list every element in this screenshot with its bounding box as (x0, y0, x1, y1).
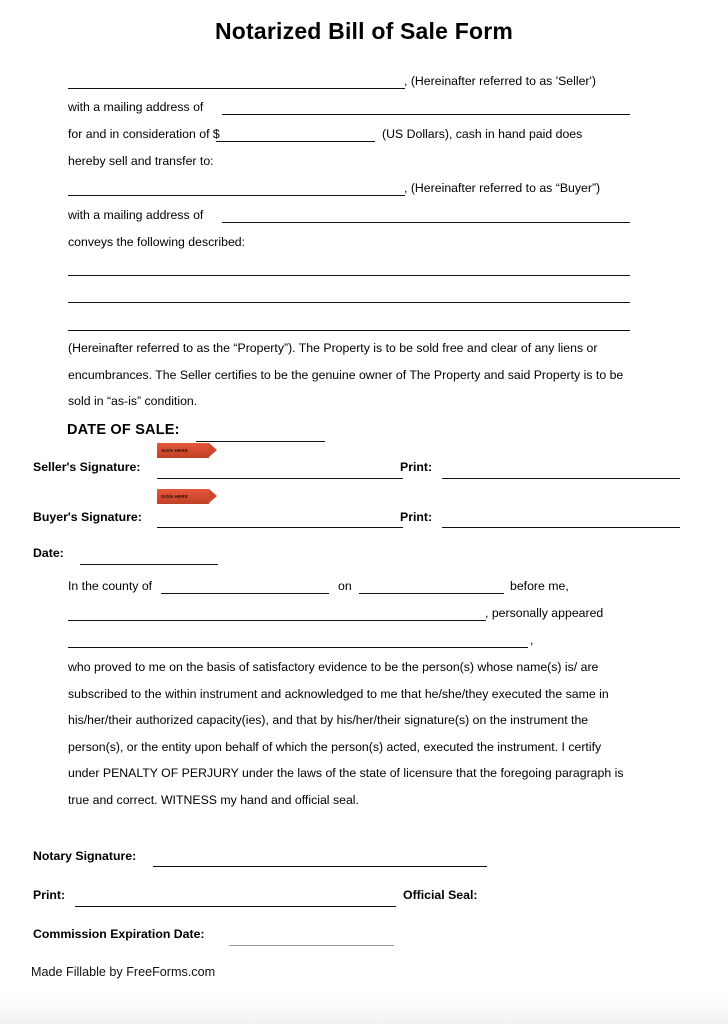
property-description-input-3[interactable] (68, 330, 630, 331)
date-of-sale-input[interactable] (196, 441, 325, 442)
seller-mailing-address-input[interactable] (222, 114, 630, 115)
personally-appeared-input[interactable] (68, 620, 486, 621)
page-bottom-shadow (0, 990, 728, 1024)
sign-here-icon-seller (157, 443, 209, 458)
notary-signature-label: Notary Signature: (33, 849, 137, 863)
seller-name-input[interactable] (68, 88, 405, 89)
notary-print-input[interactable] (75, 906, 396, 907)
buyers-signature-label: Buyer's Signature: (33, 510, 142, 524)
consideration-prefix-text: for and in consideration of $ (68, 127, 220, 141)
notary-acknowledgement-paragraph: who proved to me on the basis of satisfactory evidence to be the person(s) whose name(s) is/ are subscribed to the within instrument and acknowledged to me that he/she/they executed the same in his/her/their authorized capacity(ies), and that by his/her/their signature(s) on the instrument the person(s), or the entity upon behalf of which the person(s) acted, executed the instrument. I certify under PENALTY OF PERJURY under the laws of the state of licensure that the foregoing paragraph is true and correct. WITNESS my hand and official seal. (68, 660, 624, 807)
county-input[interactable] (161, 593, 329, 594)
date-label: Date: (33, 546, 64, 560)
buyer-mailing-address-input[interactable] (222, 222, 630, 223)
sign-here-label: SIGN HERE (161, 447, 189, 453)
buyer-print-input[interactable] (442, 527, 680, 528)
appeared-name-suffix: , (530, 633, 534, 647)
before-me-label: before me, (510, 579, 569, 593)
personally-appeared-suffix: , personally appeared (485, 606, 604, 620)
page-title: Notarized Bill of Sale Form (214, 18, 514, 44)
county-prefix-text: In the county of (68, 579, 153, 593)
property-description-input-2[interactable] (68, 302, 630, 303)
buyer-name-input[interactable] (68, 195, 405, 196)
commission-expiration-input[interactable] (229, 945, 394, 946)
sign-here-icon-buyer (157, 489, 209, 504)
transfer-line-text: hereby sell and transfer to: (68, 154, 214, 168)
official-seal-label: Official Seal: (403, 888, 478, 902)
on-date-input[interactable] (359, 593, 504, 594)
buyer-suffix-text: , (Hereinafter referred to as “Buyer”) (404, 181, 601, 195)
on-label: on (338, 579, 352, 593)
commission-expiration-label: Commission Expiration Date: (33, 927, 205, 941)
date-input[interactable] (80, 564, 218, 565)
consideration-suffix-text: (US Dollars), cash in hand paid does (382, 127, 583, 141)
seller-print-label: Print: (400, 460, 433, 474)
sellers-signature-label: Seller's Signature: (33, 460, 141, 474)
notary-signature-input[interactable] (153, 866, 487, 867)
buyer-mailing-address-label: with a mailing address of (68, 208, 204, 222)
seller-print-input[interactable] (442, 478, 680, 479)
notary-print-label: Print: (33, 888, 66, 902)
buyer-print-label: Print: (400, 510, 433, 524)
consideration-amount-input[interactable] (216, 141, 375, 142)
appeared-name-input[interactable] (68, 647, 528, 648)
footer-credit: Made Fillable by FreeForms.com (31, 965, 216, 979)
seller-mailing-address-label: with a mailing address of (68, 100, 204, 114)
seller-suffix-text: , (Hereinafter referred to as 'Seller') (404, 74, 596, 88)
date-of-sale-label: DATE OF SALE: (67, 422, 180, 438)
buyers-signature-input[interactable] (157, 527, 403, 528)
property-clause-paragraph: (Hereinafter referred to as the “Property”). The Property is to be sold free and clear of any liens or encumbrances. The Seller certifies to be the genuine owner of The Property and said Property is to be sold in “as-is” condition. (68, 341, 624, 409)
sign-here-label: SIGN HERE (161, 493, 189, 499)
sellers-signature-input[interactable] (157, 478, 403, 479)
conveys-line-text: conveys the following described: (68, 235, 246, 249)
property-description-input-1[interactable] (68, 275, 630, 276)
